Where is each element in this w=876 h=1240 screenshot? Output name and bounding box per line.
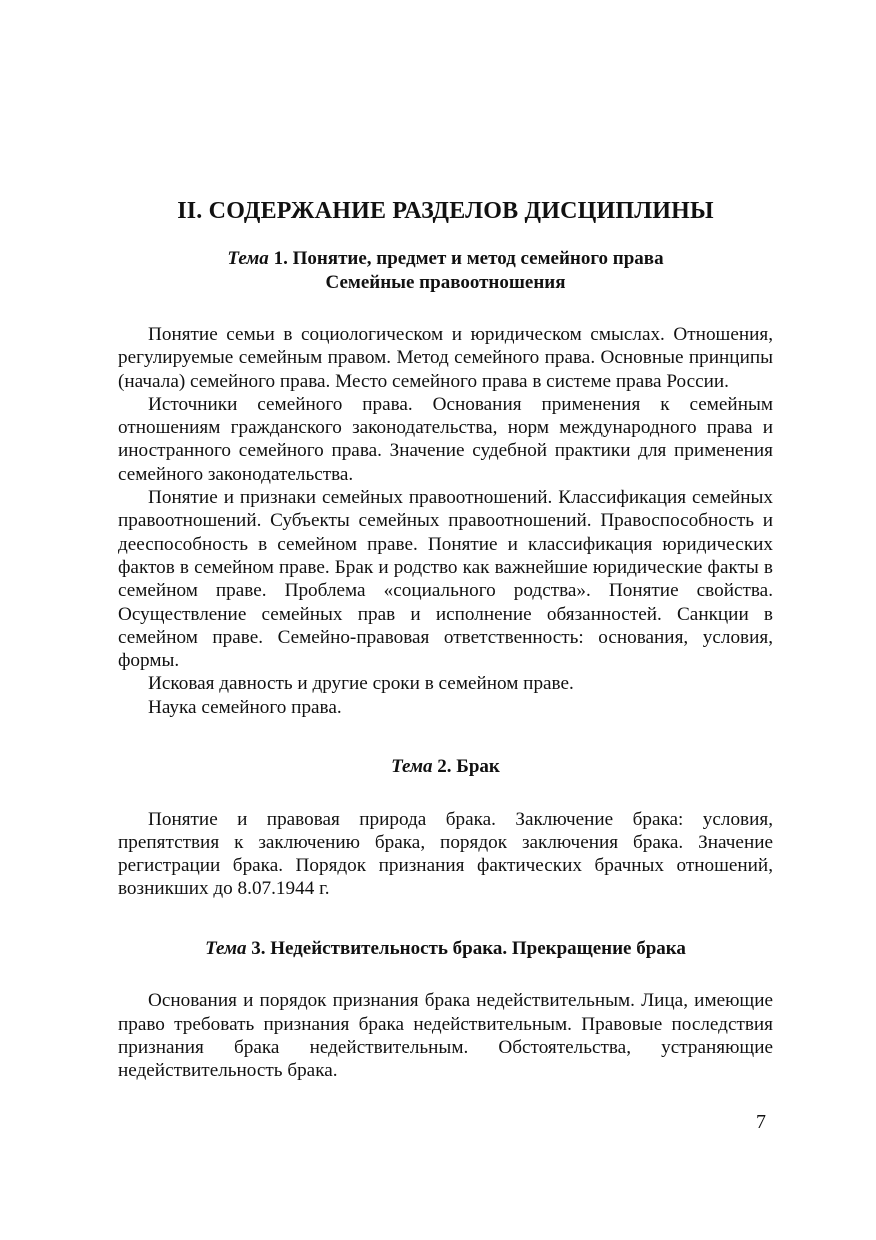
topic-1-paragraph-1: Понятие семьи в социологическом и юридическом смыслах. Отношения, регулируемые семейным правом. Метод семейного права. Основные принципы (начала) семейного права. Место семейного права в системе права России. [118,324,773,392]
topic-2-prefix: Тема [391,756,433,778]
section-title: II. СОДЕРЖАНИЕ РАЗДЕЛОВ ДИСЦИПЛИНЫ [177,198,714,224]
page-content [118,196,773,1082]
topic-2-title [118,755,773,779]
topic-2-title-line1 [118,755,773,779]
topic-1-subheading: Семейные правоотношения [325,271,566,293]
topic-1-prefix: Тема [227,248,269,269]
topic-1-title-line1 [118,247,773,271]
topic-1-paragraph-4: Исковая давность и другие сроки в семейном праве. [148,673,574,695]
topic-3-prefix: Тема [205,937,247,959]
topic-1-paragraph-2: Источники семейного права. Основания применения к семейным отношениям гражданского законодательства, норм международного права и иностранного семейного права. Значение судебной практики для применения семейного законодательства. [118,393,773,485]
topic-3-paragraph-1: Основания и порядок признания брака недействительным. Лица, имеющие право требовать признания брака недействительным. Правовые последствия признания брака недействительным. Обстоятельства, устраняющие недействительность брака. [118,990,773,1082]
page-number: 7 [756,1111,766,1133]
topic-1-paragraph-3: Понятие и признаки семейных правоотношений. Классификация семейных правоотношений. Субъекты семейных правоотношений. Правоспособность и дееспособность в семейном праве. Понятие и классификация юридических фактов в семейном праве. Брак и родство как важнейшие юридические факты в семейном праве. Проблема «социального родства». Понятие свойства. Осуществление семейных прав и исполнение обязанностей. Санкции в семейном праве. Семейно-правовая ответственность: основания, условия, формы. [118,487,773,672]
topic-3-body [118,989,773,1082]
topic-1-title [118,247,773,294]
topic-2-heading: 2. Брак [432,756,500,778]
topic-1-body [118,323,773,719]
topic-3-title-line1 [118,937,773,961]
topic-2-body [118,808,773,901]
topic-1-paragraph-5: Наука семейного права. [148,696,342,718]
topic-3-heading: 3. Недействительность брака. Прекращение брака [246,937,686,959]
topic-2-paragraph-1: Понятие и правовая природа брака. Заключение брака: условия, препятствия к заключению брака, порядок заключения брака. Значение регистрации брака. Порядок признания фактических брачных отношений, возникших до 8.07.1944 г. [118,808,773,900]
topic-3-title [118,937,773,961]
topic-1-heading: 1. Понятие, предмет и метод семейного права [268,248,664,269]
